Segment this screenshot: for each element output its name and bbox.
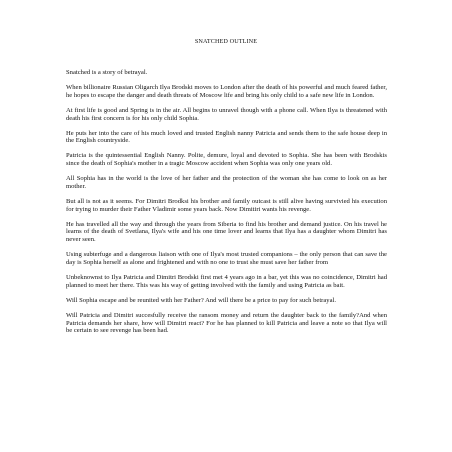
paragraph-5: Patricia is the quintessential English Nanny. Polite, demure, loyal and devoted to Sophia. She has been with Brodskis since the death of Sophia's mother in a tragic Moscow accident when Sophia was only one years old. [66, 152, 387, 168]
paragraph-1: Snatched is a story of betrayal. [66, 69, 148, 76]
paragraph-4: He puts her into the care of his much loved and trusted English nanny Patricia and sends them to the safe house deep in the English countryside. [66, 129, 387, 145]
paragraph-8: He has travelled all the way and through the years from Siberia to find his brother and demand justice. On his travel he learns of the death of Svetlana, Ilya's wife and his one time lover and learns that Ilya has a daughter whom Dimitri has never seen. [66, 220, 387, 244]
paragraph-2: When billionaire Russian Oligarch Ilya Brodski moves to London after the death of his powerful and much feared father, he hopes to escape the danger and death threats of Moscow life and bring his only child to a safe new life in London. [66, 83, 387, 99]
document-body [66, 69, 387, 342]
document-title: SNATCHED OUTLINE [194, 38, 258, 45]
paragraph-9: Using subterfuge and a dangerous liaison with one of Ilya's most trusted companions – the only person that can save the day is Sophia herself as alone and frightened and with no one to trust she must save her father from [66, 251, 387, 267]
paragraph-11: Will Sophia escape and be reunited with her Father? And will there be a price to pay for such betrayal. [66, 296, 336, 304]
paragraph-6: All Sophia has in the world is the love of her father and the protection of the woman she has come to look on as her mother. [66, 175, 387, 190]
paragraph-10: Unbeknownst to Ilya Patricia and Dimitri Brodski first met 4 years ago in a bar, yet this was no coincidence, Dimitri had planned to meet her there. This was his way of getting involved with the family and using Patricia as bait. [66, 274, 387, 289]
paragraph-12: Will Patricia and Dimitri succesfully receive the ransom money and return the daughter back to the family?And when Patricia demands her share, how will Dimitri react? For he has planned to kill Patricia and leave a note so that Ilya will be certain to see revenge has been had. [66, 311, 387, 335]
paragraph-7: But all is not as it seems. For Dimitri Brodksi his brother and family outcast is still alive having survivied his execution for trying to murder their Father Vladimir some years back. Now Dimitiri wants his revenge. [66, 197, 387, 213]
paragraph-3: At first life is good and Spring is in the air. All begins to unravel though with a phone call. When Ilya is threatened with death his first concern is for his only child Sophia. [66, 106, 387, 122]
